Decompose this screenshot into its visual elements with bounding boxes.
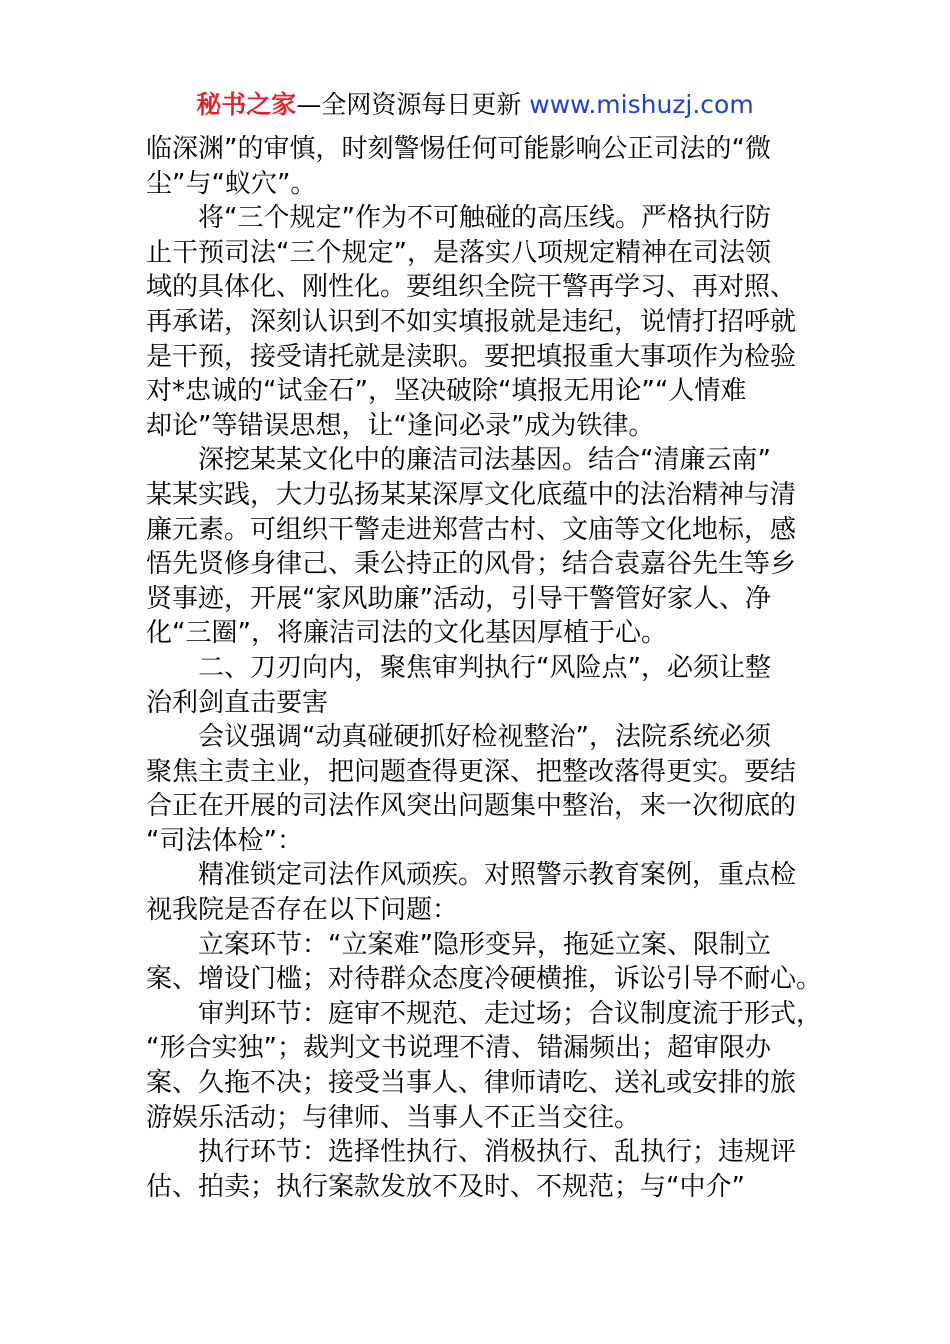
section-heading-line: 二、刀刃向内，聚焦审判执行“风险点”，必须让整: [198, 652, 771, 683]
text-line: 案、增设门槛；对待群众态度冷硬横推，诉讼引导不耐心。: [146, 964, 823, 995]
header-dash: —: [296, 90, 322, 119]
paragraph-start-line: 精准锁定司法作风顽疾。对照警示教育案例，重点检: [198, 860, 797, 891]
site-slogan: 全网资源每日更新: [321, 90, 522, 119]
text-line: 廉元素。可组织干警走进郑营古村、文庙等文化地标，感: [146, 514, 797, 545]
text-line: 聚焦主责主业，把问题查得更深、把整改落得更实。要结: [146, 756, 797, 787]
text-line: 尘”与“蚁穴”。: [146, 168, 317, 199]
text-line: “形合实独”；裁判文书说理不清、错漏频出；超审限办: [146, 1033, 771, 1064]
text-line: 合正在开展的司法作风突出问题集中整治，来一次彻底的: [146, 791, 797, 822]
text-line: 视我院是否存在以下问题：: [146, 895, 459, 926]
paragraph-start-line: 立案环节：“立案难”隐形变异，拖延立案、限制立: [198, 929, 771, 960]
text-line: 是干预，接受请托就是渎职。要把填报重大事项作为检验: [146, 341, 797, 372]
paragraph-start-line: 审判环节：庭审不规范、走过场；合议制度流于形式，: [198, 998, 823, 1029]
paragraph-start-line: 执行环节：选择性执行、消极执行、乱执行；违规评: [198, 1137, 797, 1168]
text-line: 某某实践，大力弘扬某某深厚文化底蕴中的法治精神与清: [146, 479, 797, 510]
site-url-link[interactable]: www.mishuzj.com: [529, 90, 754, 119]
text-line: 化“三圈”，将廉洁司法的文化基因厚植于心。: [146, 618, 667, 649]
document-body: [146, 132, 836, 1204]
paragraph-start-line: 会议强调“动真碰硬抓好检视整治”，法院系统必须: [198, 722, 771, 753]
text-line: 游娱乐活动；与律师、当事人不正当交往。: [146, 1102, 641, 1133]
text-line: 再承诺，深刻认识到不如实填报就是违纪，说情打招呼就: [146, 306, 797, 337]
site-header: [0, 88, 950, 122]
text-line: 悟先贤修身律己、秉公持正的风骨；结合袁嘉谷先生等乡: [146, 549, 797, 580]
text-line: 对*忠诚的“试金石”，坚决破除“填报无用论”“人情难: [146, 376, 747, 407]
text-line: 估、拍卖；执行案款发放不及时、不规范；与“中介”: [146, 1171, 745, 1202]
text-line: 贤事迹，开展“家风助廉”活动，引导干警管好家人、净: [146, 583, 771, 614]
text-line: 案、久拖不决；接受当事人、律师请吃、送礼或安排的旅: [146, 1068, 797, 1099]
site-brand: 秘书之家: [196, 90, 297, 119]
text-line: 止干预司法“三个规定”，是落实八项规定精神在司法领: [146, 237, 771, 268]
text-line: 临深渊”的审慎，时刻警惕任何可能影响公正司法的“微: [146, 134, 771, 164]
section-heading-line: 治利剑直击要害: [146, 687, 329, 718]
text-line: “司法体检”：: [146, 825, 303, 856]
text-line: 域的具体化、刚性化。要组织全院干警再学习、再对照、: [146, 272, 797, 303]
text-line: 却论”等错误思想，让“逢问必录”成为铁律。: [146, 410, 655, 441]
paragraph-start-line: 将“三个规定”作为不可触碰的高压线。严格执行防: [198, 203, 771, 234]
paragraph-start-line: 深挖某某文化中的廉洁司法基因。结合“清廉云南”: [198, 445, 771, 476]
